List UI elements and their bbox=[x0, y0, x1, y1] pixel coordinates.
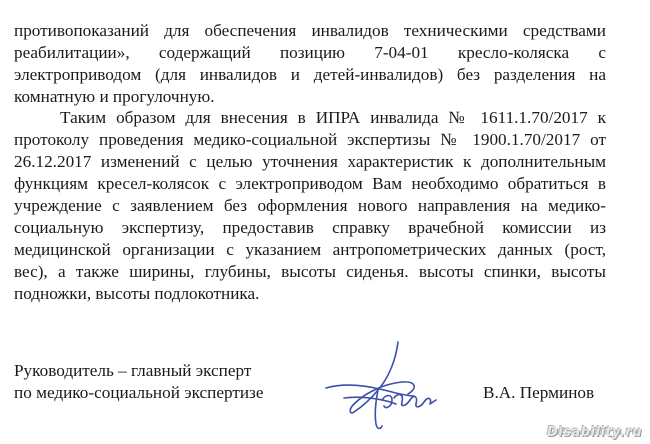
watermark-logo: Disability.ru bbox=[546, 425, 642, 440]
signatory-position-line-1: Руководитель – главный эксперт bbox=[14, 361, 252, 380]
paragraph2-line-4: функциям кресел-колясок с электроприводом Вам необходимо обратиться в bbox=[14, 174, 606, 193]
paragraph2-line-6: социальную экспертизу, предоставив справку врачебной комиссии из bbox=[14, 218, 606, 237]
paragraph1-line-2: реабилитации», содержащий позицию 7-04-01 кресло-коляска с bbox=[14, 43, 606, 62]
signatory-position-line-2: по медико-социальной экспертизе bbox=[14, 383, 264, 402]
paragraph2-line-8: вес), а также ширины, глубины, высоты сиденья. высоты спинки, высоты bbox=[14, 262, 606, 281]
paragraph2-line-5: учреждение с заявлением без оформления нового направления на медико- bbox=[14, 196, 606, 215]
paragraph1-line-1: противопоказаний для обеспечения инвалидов техническими средствами bbox=[14, 21, 606, 40]
paragraph1-line-4: комнатную и прогулочную. bbox=[14, 87, 215, 106]
paragraph1-line-3: электроприводом (для инвалидов и детей-инвалидов) без разделения на bbox=[14, 65, 606, 84]
paragraph2-line-9: подножки, высоты подлокотника. bbox=[14, 284, 260, 303]
paragraph2-line-3: 26.12.2017 изменений с целью уточнения характеристик к дополнительным bbox=[14, 152, 606, 171]
signatory-name: В.А. Перминов bbox=[483, 383, 595, 402]
paragraph2-line-1: Таким образом для внесения в ИПРА инвалида № 1611.1.70/2017 к bbox=[60, 108, 606, 127]
paragraph2-line-7: медицинской организации с указанием антропометрических данных (рост, bbox=[14, 240, 606, 259]
paragraph2-line-2: протоколу проведения медико-социальной экспертизы № 1900.1.70/2017 от bbox=[14, 130, 606, 149]
handwritten-signature bbox=[320, 338, 450, 433]
